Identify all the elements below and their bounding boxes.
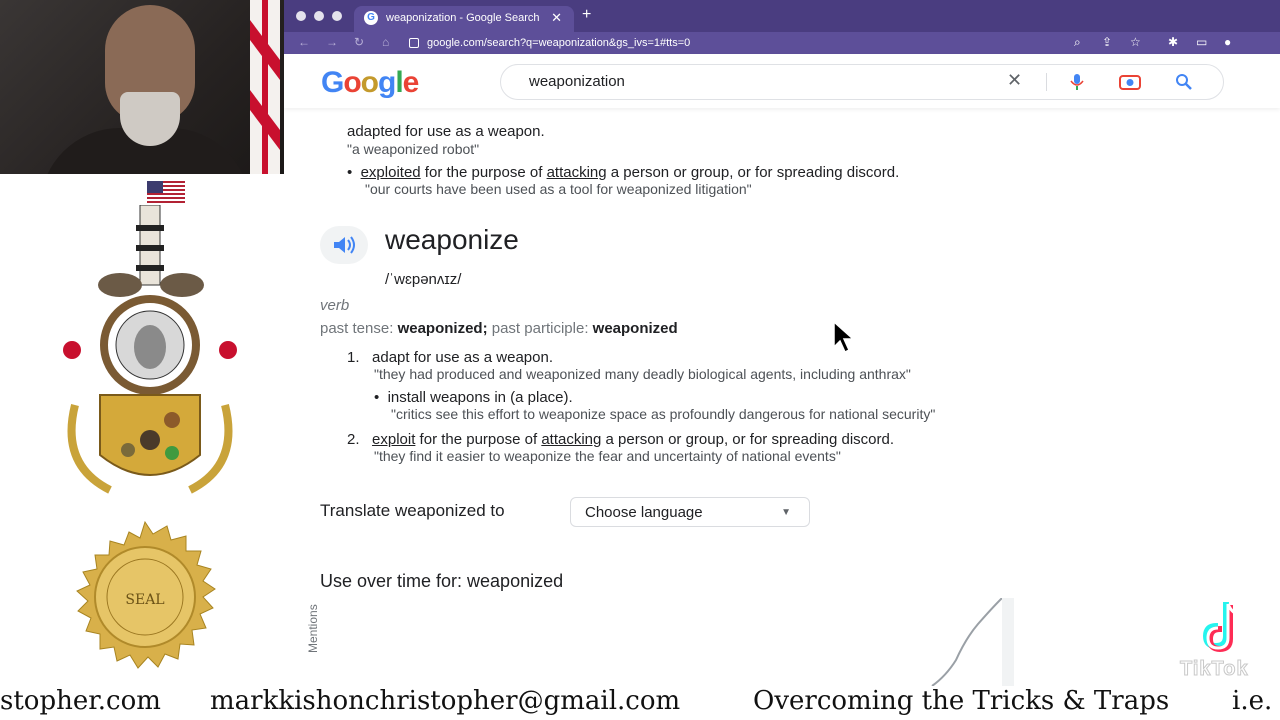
sense-1: 1. adapt for use as a weapon.: [347, 349, 553, 366]
translate-label: Translate weaponized to: [320, 501, 505, 520]
divider: [1046, 73, 1047, 91]
home-icon[interactable]: ⌂: [382, 35, 390, 49]
bookmark-star-icon[interactable]: ☆: [1130, 35, 1141, 49]
extensions-icon[interactable]: ✱: [1168, 35, 1179, 49]
usage-title: Use over time for: weaponized: [320, 571, 564, 591]
language-select[interactable]: [570, 497, 810, 527]
clear-search-icon[interactable]: ✕: [1007, 70, 1023, 90]
definition-bullet: • exploited for the purpose of attacking a person or group, or for spreading discord.: [347, 164, 900, 181]
sense-2: 2. exploit for the purpose of attacking a person or group, or for spreading discord.: [347, 431, 895, 448]
google-favicon-icon: G: [364, 11, 378, 25]
headword: weaponize: [385, 224, 519, 255]
url-text: google.com/search?q=weaponization&gs_ivs=1#tts=0: [427, 37, 691, 49]
tab-bar: [284, 0, 1280, 32]
sub-sense-example: "critics see this effort to weaponize space as profoundly dangerous for national security": [391, 406, 936, 422]
close-tab-icon[interactable]: ✕: [551, 10, 562, 25]
search-box: [500, 64, 1224, 100]
zoom-icon[interactable]: ⌕: [1074, 35, 1081, 49]
search-input[interactable]: [527, 72, 981, 91]
attacking-link[interactable]: attacking: [541, 431, 602, 448]
part-of-speech: verb: [320, 297, 350, 314]
language-select-value: Choose language: [585, 504, 703, 521]
attacking-link[interactable]: attacking: [546, 164, 607, 181]
share-icon[interactable]: ⇪: [1102, 35, 1113, 49]
google-header: [284, 54, 1280, 108]
ticker-item: markkishonchristopher@gmail.com: [210, 686, 681, 716]
search-icon[interactable]: [1175, 73, 1193, 91]
us-flag-icon: [147, 181, 185, 203]
sense-2-example: "they find it easier to weaponize the fear and uncertainty of national events": [374, 448, 841, 464]
mouse-pointer-icon: [832, 320, 858, 354]
coat-of-arms-emblem: [60, 205, 240, 515]
exploited-link[interactable]: exploited: [360, 164, 421, 181]
forward-icon[interactable]: →: [326, 35, 338, 49]
sub-sense: • install weapons in (a place).: [374, 389, 573, 406]
browser-window: [284, 0, 1280, 690]
profile-avatar-icon[interactable]: ●: [1224, 35, 1232, 49]
definition-example: "a weaponized robot": [347, 141, 480, 157]
sense-1-example: "they had produced and weaponized many deadly biological agents, including anthrax": [374, 366, 911, 382]
camera-lens-icon[interactable]: [1119, 73, 1141, 91]
usage-line: [932, 598, 1002, 686]
tab-google-search[interactable]: [354, 6, 574, 32]
exploit-link[interactable]: exploit: [372, 431, 416, 448]
new-tab-button[interactable]: +: [582, 6, 592, 23]
bottom-ticker: [0, 686, 1280, 720]
back-icon[interactable]: ←: [298, 35, 310, 49]
ticker-item: stopher.com: [0, 686, 161, 716]
address-bar: [284, 32, 1280, 54]
tiktok-wordmark: TikTok: [1180, 658, 1249, 680]
phonetic-spelling: /ˈwɛpənʌɪz/: [385, 271, 462, 288]
window-minimize-dot[interactable]: [314, 11, 324, 21]
reload-icon[interactable]: ↻: [354, 35, 365, 49]
overlay-column: [0, 0, 284, 690]
gold-seal: [60, 520, 230, 690]
usage-line-chart: [904, 598, 1014, 690]
dictionary-panel: [284, 108, 1280, 690]
flag-icon: [250, 0, 280, 174]
verb-forms: past tense: weaponized; past participle: weaponized: [320, 320, 678, 337]
usage-axis-label: Mentions: [306, 604, 320, 653]
window-close-dot[interactable]: [296, 11, 306, 21]
microphone-icon[interactable]: [1069, 73, 1085, 91]
window-maximize-dot[interactable]: [332, 11, 342, 21]
webcam-video: [0, 0, 284, 174]
tab-title: weaponization - Google Search: [386, 12, 540, 24]
definition-example: "our courts have been used as a tool for weaponized litigation": [365, 181, 752, 197]
pronunciation-button[interactable]: [320, 226, 368, 264]
seal-text: SEAL: [125, 592, 165, 608]
url-field[interactable]: [409, 34, 1149, 52]
lock-icon: [409, 38, 419, 48]
google-logo[interactable]: Google: [321, 66, 419, 99]
side-panel-icon[interactable]: ▭: [1196, 35, 1208, 49]
ticker-item: i.e.: [1232, 686, 1273, 716]
ticker-item: Overcoming the Tricks & Traps: [753, 686, 1170, 716]
dropdown-arrow-icon: ▼: [781, 507, 791, 518]
definition-adjective: adapted for use as a weapon.: [347, 123, 545, 140]
tiktok-logo-icon: [1196, 596, 1252, 656]
speaker-icon: [320, 226, 368, 264]
